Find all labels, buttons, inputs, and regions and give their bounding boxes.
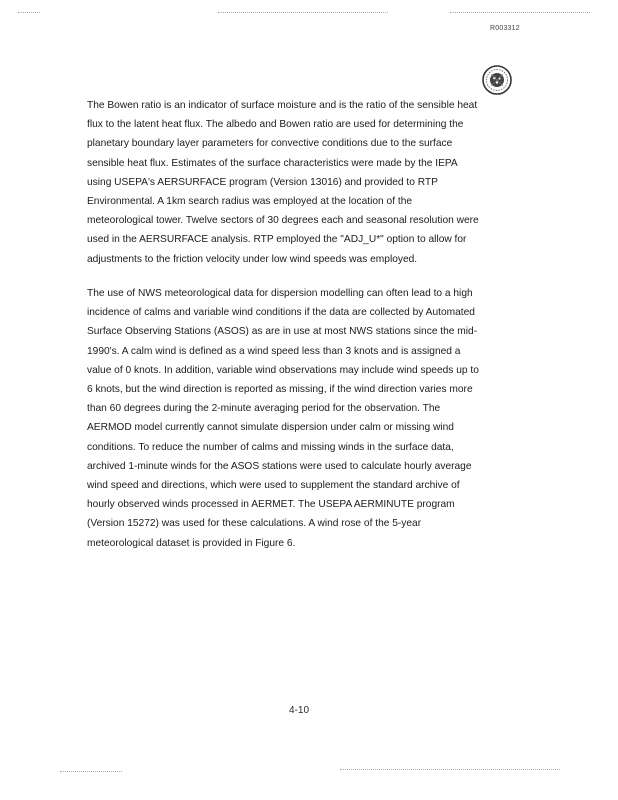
text-line: archived 1-minute winds for the ASOS stations were used to calculate hourly average xyxy=(87,460,472,472)
paragraph-nws-meteorological-data xyxy=(87,284,527,553)
text-line: sensible heat flux. Estimates of the surface characteristics were made by the IEPA xyxy=(87,157,458,169)
text-line: (Version 15272) was used for these calculations. A wind rose of the 5-year xyxy=(87,518,422,530)
scan-noise-top-right xyxy=(450,12,590,13)
stamp-seal-icon xyxy=(480,63,514,97)
text-line: conditions. To reduce the number of calms and missing winds in the surface data, xyxy=(87,441,454,453)
text-line: incidence of calms and variable wind conditions if the data are collected by Automated xyxy=(87,307,475,319)
text-line: than 60 degrees during the 2-minute averaging period for the observation. The xyxy=(87,403,441,415)
text-line: meteorological dataset is provided in Figure 6. xyxy=(87,537,296,549)
text-line: meteorological tower. Twelve sectors of 30 degrees each and seasonal resolution were xyxy=(87,215,479,227)
text-line: value of 0 knots. In addition, variable wind observations may include wind speeds up to xyxy=(87,364,479,376)
text-line: hourly observed winds processed in AERMET. The USEPA AERMINUTE program xyxy=(87,499,455,511)
page-number: 4-10 xyxy=(289,705,310,716)
scan-noise-top-center xyxy=(218,12,388,13)
scan-noise-bottom-left xyxy=(60,771,122,772)
text-line: Surface Observing Stations (ASOS) as are in use at most NWS stations since the mid- xyxy=(87,326,478,338)
text-line: flux to the latent heat flux. The albedo and Bowen ratio are used for determining the xyxy=(87,119,464,131)
text-line: planetary boundary layer parameters for convective conditions due to the surface xyxy=(87,138,453,150)
document-control-number: R003312 xyxy=(490,25,520,32)
paragraph-bowen-ratio xyxy=(87,96,527,269)
text-line: adjustments to the friction velocity under low wind speeds was employed. xyxy=(87,253,418,265)
text-line: AERMOD model currently cannot simulate dispersion under calm or missing wind xyxy=(87,422,454,434)
text-line: The Bowen ratio is an indicator of surface moisture and is the ratio of the sensible heat xyxy=(87,100,478,111)
text-line: The use of NWS meteorological data for dispersion modelling can often lead to a high xyxy=(87,288,473,299)
text-line: using USEPA's AERSURFACE program (Version 13016) and provided to RTP xyxy=(87,176,438,188)
scan-noise-bottom-right xyxy=(340,769,560,770)
text-line: Environmental. A 1km search radius was employed at the location of the xyxy=(87,196,413,208)
text-line: 1990's. A calm wind is defined as a wind speed less than 3 knots and is assigned a xyxy=(87,345,461,357)
text-line: wind speed and directions, which were used to supplement the standard archive of xyxy=(87,480,460,492)
scan-noise-top-left xyxy=(18,12,40,13)
text-line: 6 knots, but the wind direction is reported as missing, if the wind direction varies more xyxy=(87,384,473,396)
text-line: used in the AERSURFACE analysis. RTP employed the "ADJ_U*" option to allow for xyxy=(87,234,467,246)
